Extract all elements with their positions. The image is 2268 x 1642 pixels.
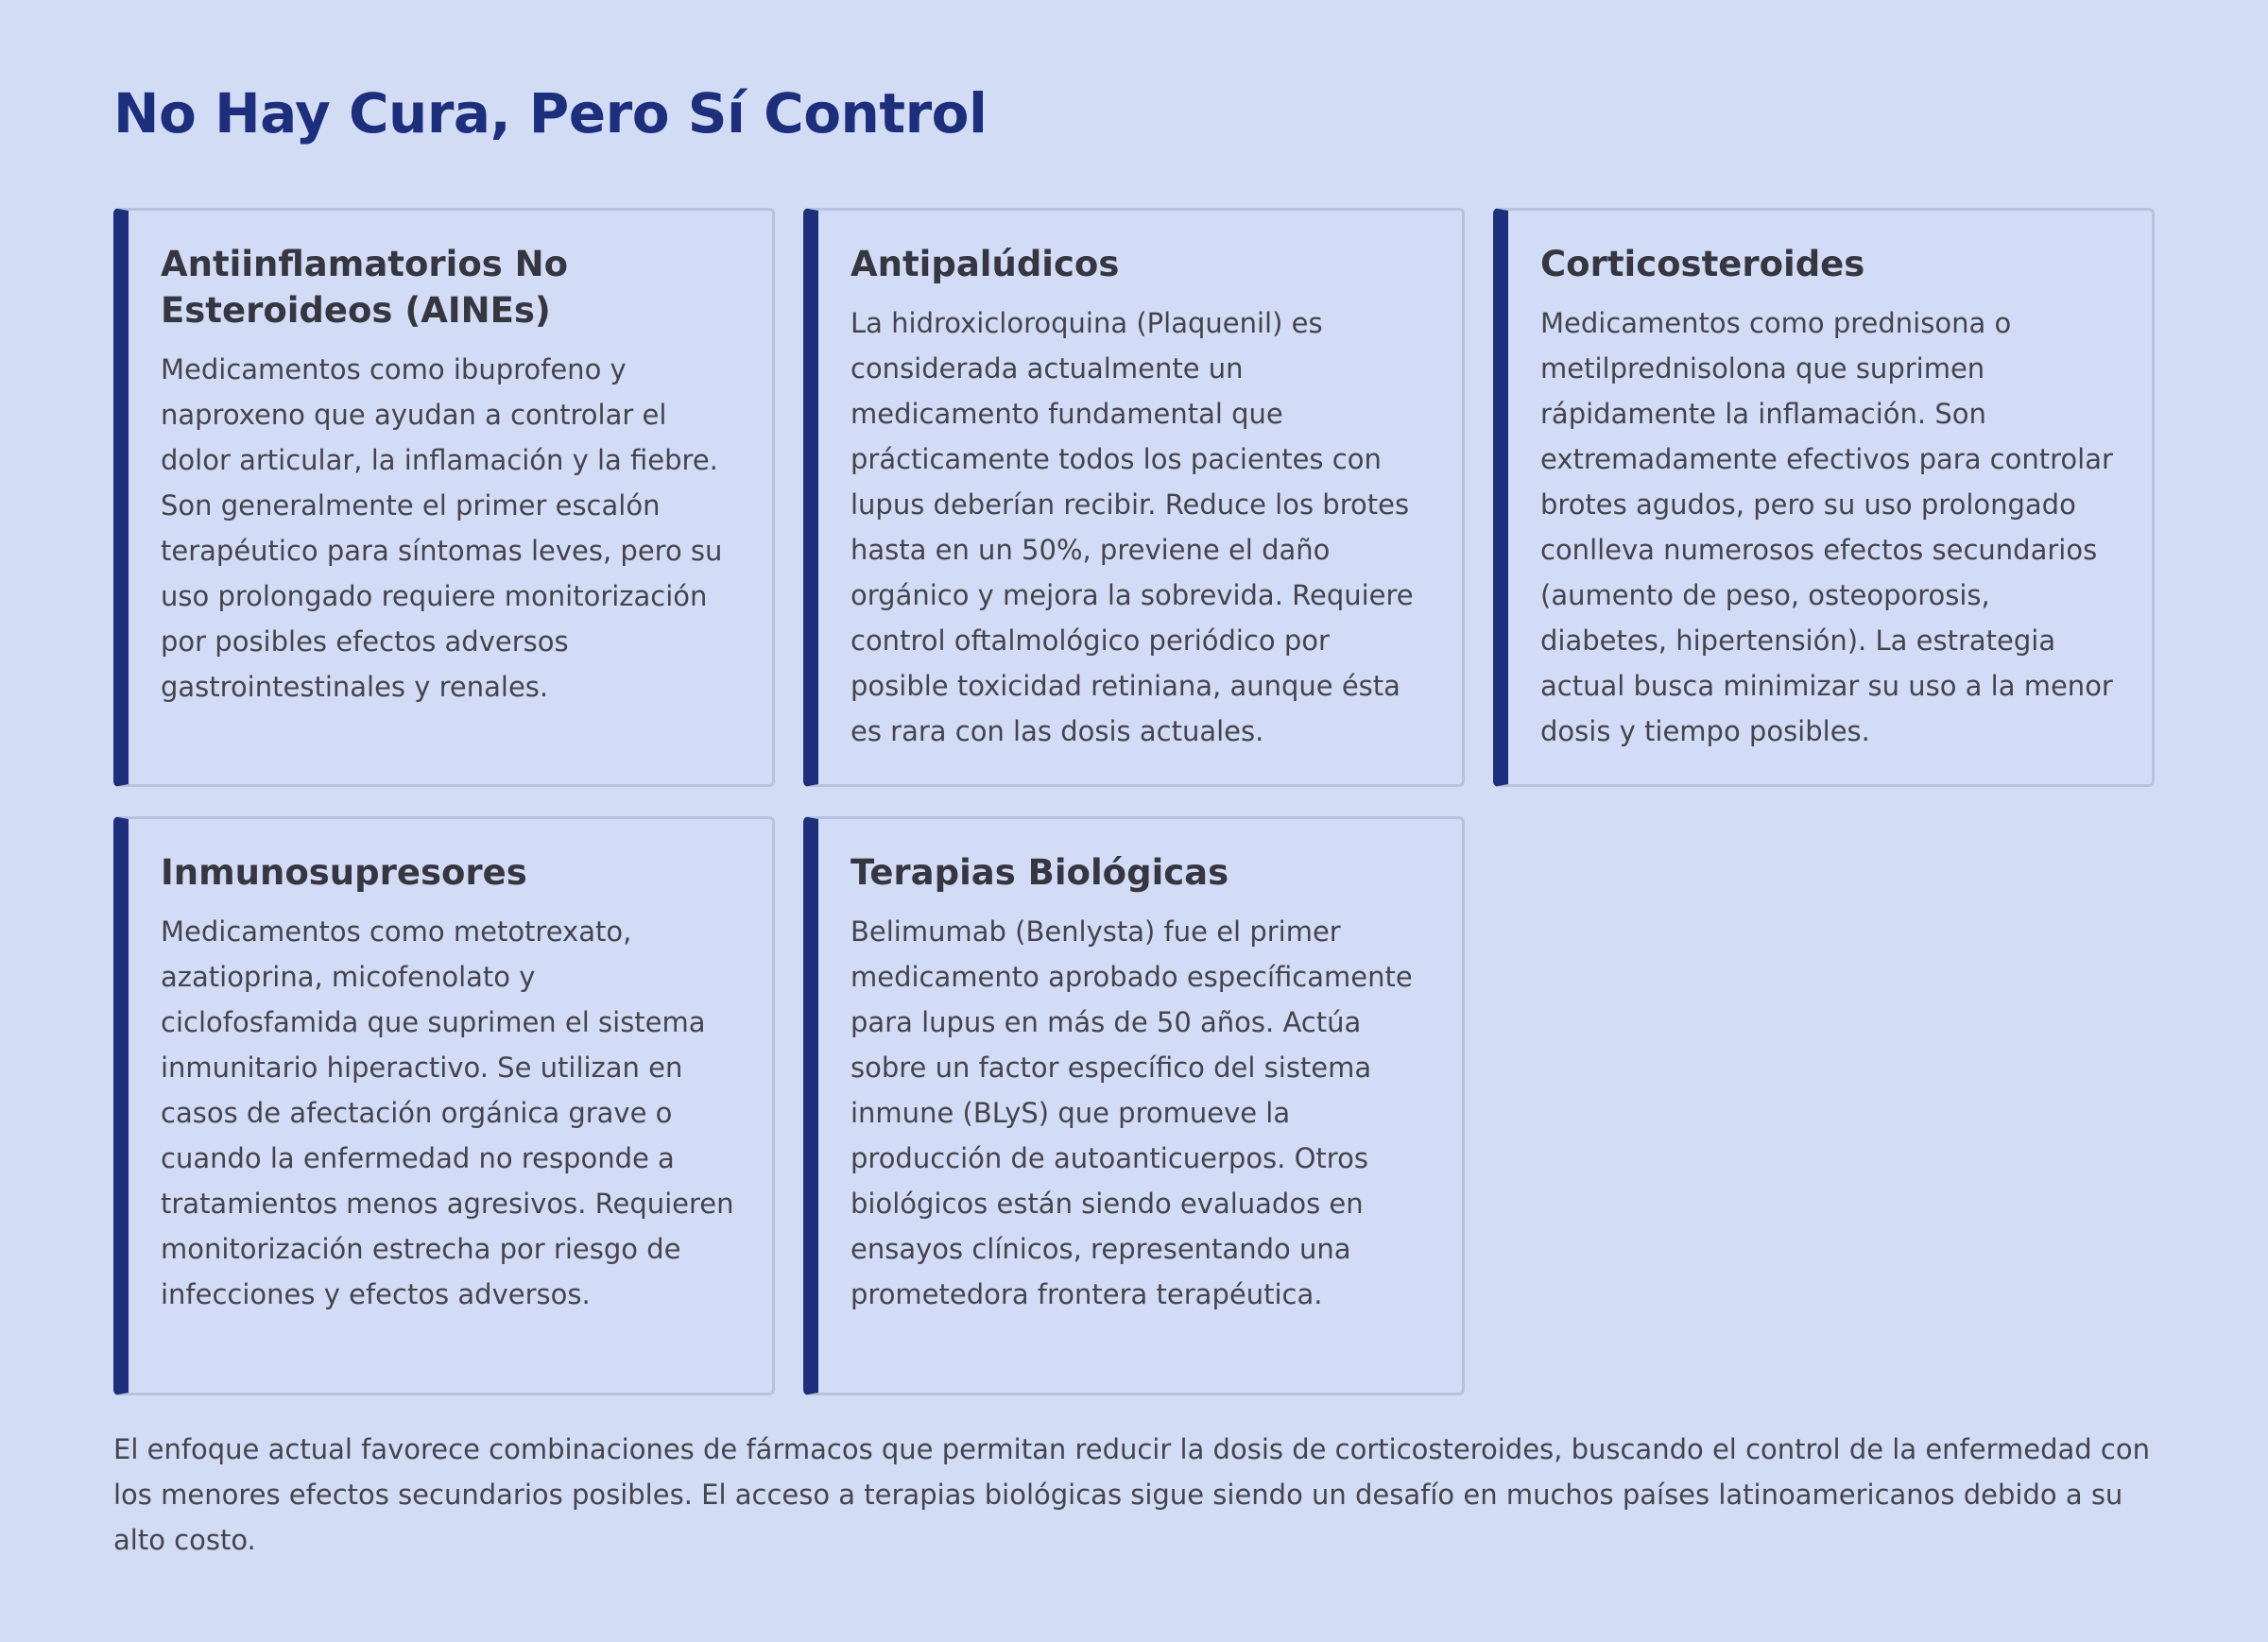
card-body: Belimumab (Benlysta) fue el primer medicamento aprobado específicamente para lupus en más de 50 años. Actúa sobre un factor específico del sistema inmune (BLyS) que promueve la producción de autoanticuerpos. Otros biológicos están siendo evaluados en ensayos clínicos, representando una prometedora frontera terapéutica. <box>850 915 1413 1310</box>
card-title: Terapias Biológicas <box>850 852 1229 893</box>
card-terapias-biologicas <box>803 816 1465 1395</box>
card-body: Medicamentos como metotrexato, azatioprina, micofenolato y ciclofosfamida que suprimen el sistema inmunitario hiperactivo. Se utilizan en casos de afectación orgánica grave o cuando la enfermedad no responde a tratamientos menos agresivos. Requieren monitorización estrecha por riesgo de infecciones y efectos adversos. <box>161 915 734 1310</box>
card-body: Medicamentos como prednisona o metilprednisolona que suprimen rápidamente la inflamación. Son extremadamente efectivos para controlar brotes agudos, pero su uso prolongado conlleva numerosos efectos secundarios (aumento de peso, osteoporosis, diabetes, hipertensión). La estrategia actual busca minimizar su uso a la menor dosis y tiempo posibles. <box>1540 307 2113 747</box>
page-title: No Hay Cura, Pero Sí Control <box>113 81 988 145</box>
card-antipaludicos <box>803 208 1465 787</box>
card-title: Inmunosupresores <box>161 852 527 893</box>
card-body: Medicamentos como ibuprofeno y naproxeno que ayudan a controlar el dolor articular, la inflamación y la fiebre. Son generalmente el primer escalón terapéutico para síntomas leves, pero su uso prolongado requiere monitorización por posibles efectos adversos gastrointestinales y renales. <box>161 353 723 703</box>
card-corticosteroides <box>1493 208 2155 787</box>
card-aines <box>113 208 775 787</box>
card-inmunosupresores <box>113 816 775 1395</box>
card-title: Corticosteroides <box>1540 244 1865 284</box>
card-body: La hidroxicloroquina (Plaquenil) es considerada actualmente un medicamento fundamental que prácticamente todos los pacientes con lupus deberían recibir. Reduce los brotes hasta en un 50%, previene el daño orgánico y mejora la sobrevida. Requiere control oftalmológico periódico por posible toxicidad retiniana, aunque ésta es rara con las dosis actuales. <box>850 307 1414 747</box>
card-title: Antipalúdicos <box>850 244 1120 284</box>
footer-note: El enfoque actual favorece combinaciones de fármacos que permitan reducir la dosis de corticosteroides, buscando el control de la enfermedad con los menores efectos secundarios posibles. El acceso a terapias biológicas sigue siendo un desafío en muchos países latinoamericanos debido a su alto costo. <box>113 1433 2150 1556</box>
card-title: Antiinflamatorios No Esteroideos (AINEs) <box>161 244 569 331</box>
